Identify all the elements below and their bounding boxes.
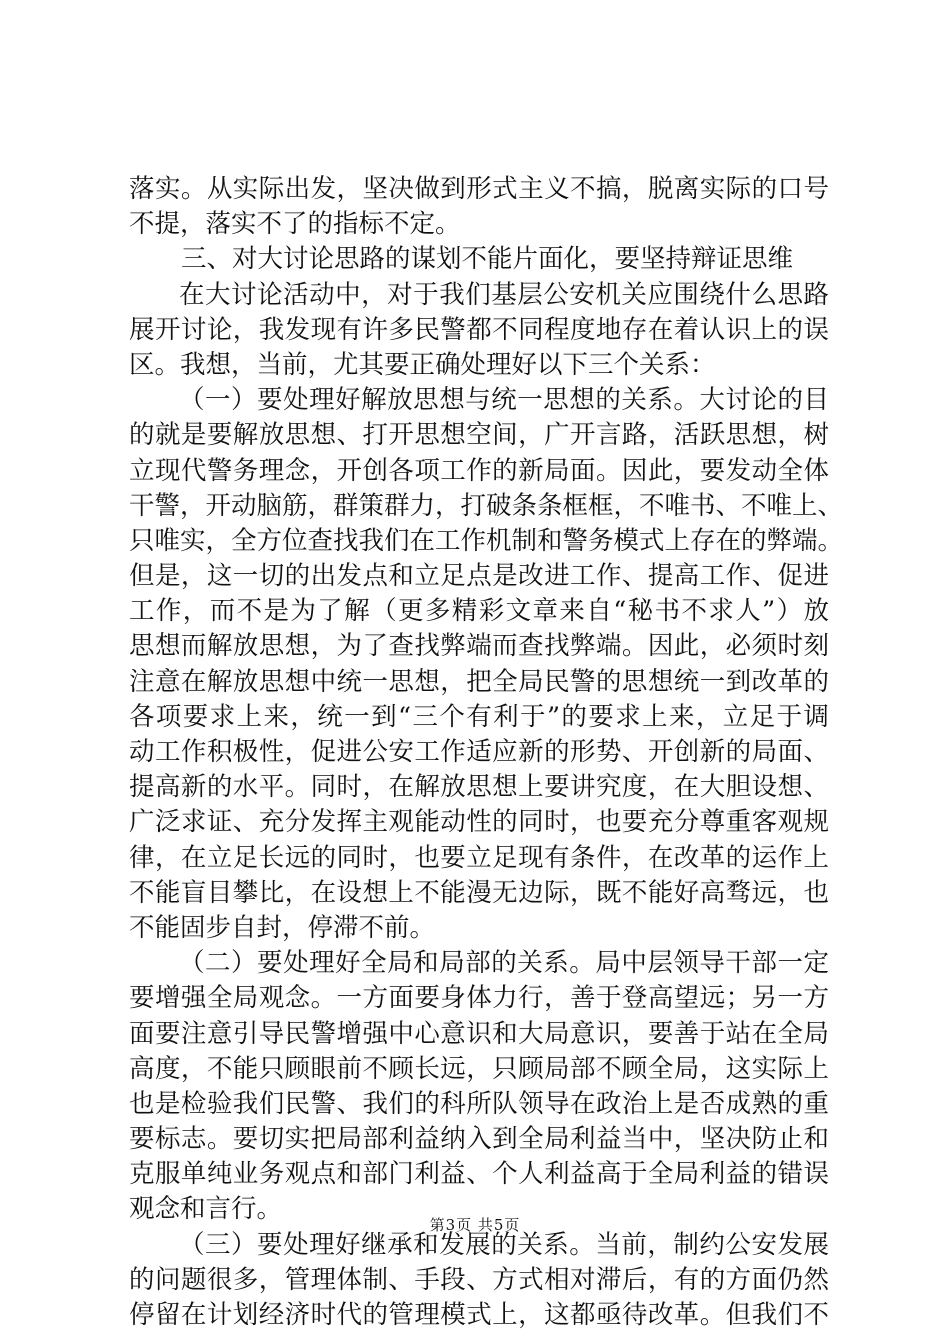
text-line: 思想而解放思想，为了查找弊端而查找弊端。因此，必须时刻 xyxy=(129,631,829,662)
text-line: 展开讨论，我发现有许多民警都不同程度地存在着认识上的误 xyxy=(129,314,829,345)
text-line: 但是，这一切的出发点和立足点是改进工作、提高工作、促进 xyxy=(129,561,829,592)
text-line: 动工作积极性，促进公安工作适应新的形势、开创新的局面、 xyxy=(129,737,829,767)
document-body xyxy=(129,172,844,1333)
text-line: 三、对大讨论思路的谋划不能片面化，要坚持辩证思维 xyxy=(181,244,794,275)
text-line: 广泛求证、充分发挥主观能动性的同时，也要充分尊重客观规 xyxy=(129,807,829,838)
text-line: 克服单纯业务观点和部门利益、个人利益高于全局利益的错误 xyxy=(129,1159,829,1190)
text-line: 的问题很多，管理体制、手段、方式相对滞后，有的方面仍然 xyxy=(129,1264,829,1295)
text-line: （二）要处理好全局和局部的关系。局中层领导干部一定 xyxy=(179,948,829,979)
text-line: （一）要处理好解放思想与统一思想的关系。大讨论的目 xyxy=(179,385,829,416)
text-line: 的就是要解放思想、打开思想空间，广开言路，活跃思想，树 xyxy=(129,420,829,451)
text-line: 区。我想，当前，尤其要正确处理好以下三个关系： xyxy=(129,349,716,380)
page-footer: 第3页 共5页 xyxy=(429,1216,521,1234)
text-line: 面要注意引导民警增强中心意识和大局意识，要善于站在全局 xyxy=(129,1018,829,1049)
text-line: 要标志。要切实把局部利益纳入到全局利益当中，坚决防止和 xyxy=(129,1124,829,1155)
text-line: 在大讨论活动中，对于我们基层公安机关应围绕什么思路 xyxy=(179,279,829,310)
text-line: （三）要处理好继承和发展的关系。当前，制约公安发展 xyxy=(179,1229,829,1260)
text-line: 工作，而不是为了解（更多精彩文章来自“秘书不求人”）放 xyxy=(129,596,829,627)
text-line: 要增强全局观念。一方面要身体力行，善于登高望远；另一方 xyxy=(129,983,829,1014)
text-line: 提高新的水平。同时，在解放思想上要讲究度，在大胆设想、 xyxy=(129,772,829,803)
text-line: 律，在立足长远的同时，也要立足现有条件，在改革的运作上 xyxy=(129,842,829,873)
text-line: 也是检验我们民警、我们的科所队领导在政治上是否成熟的重 xyxy=(129,1088,829,1119)
text-line: 观念和言行。 xyxy=(129,1194,283,1225)
text-line: 落实。从实际出发，坚决做到形式主义不搞，脱离实际的口号 xyxy=(129,174,829,204)
text-line: 不能盲目攀比，在设想上不能漫无边际，既不能好高骛远，也 xyxy=(129,877,829,908)
text-line: 不提，落实不了的指标不定。 xyxy=(129,209,461,240)
text-line: 干警，开动脑筋，群策群力，打破条条框框，不唯书、不唯上、 xyxy=(129,490,844,521)
text-line: 各项要求上来，统一到“三个有利于”的要求上来，立足于调 xyxy=(129,701,829,732)
text-line: 不能固步自封，停滞不前。 xyxy=(129,912,436,943)
text-line: 立现代警务理念，开创各项工作的新局面。因此，要发动全体 xyxy=(129,455,829,486)
text-line: 注意在解放思想中统一思想，把全局民警的思想统一到改革的 xyxy=(129,666,829,697)
text-line: 停留在计划经济时代的管理模式上，这都亟待改革。但我们不 xyxy=(129,1300,829,1330)
text-line: 高度，不能只顾眼前不顾长远，只顾局部不顾全局，这实际上 xyxy=(129,1053,829,1084)
text-line: 只唯实，全方位查找我们在工作机制和警务模式上存在的弊端。 xyxy=(129,525,844,556)
